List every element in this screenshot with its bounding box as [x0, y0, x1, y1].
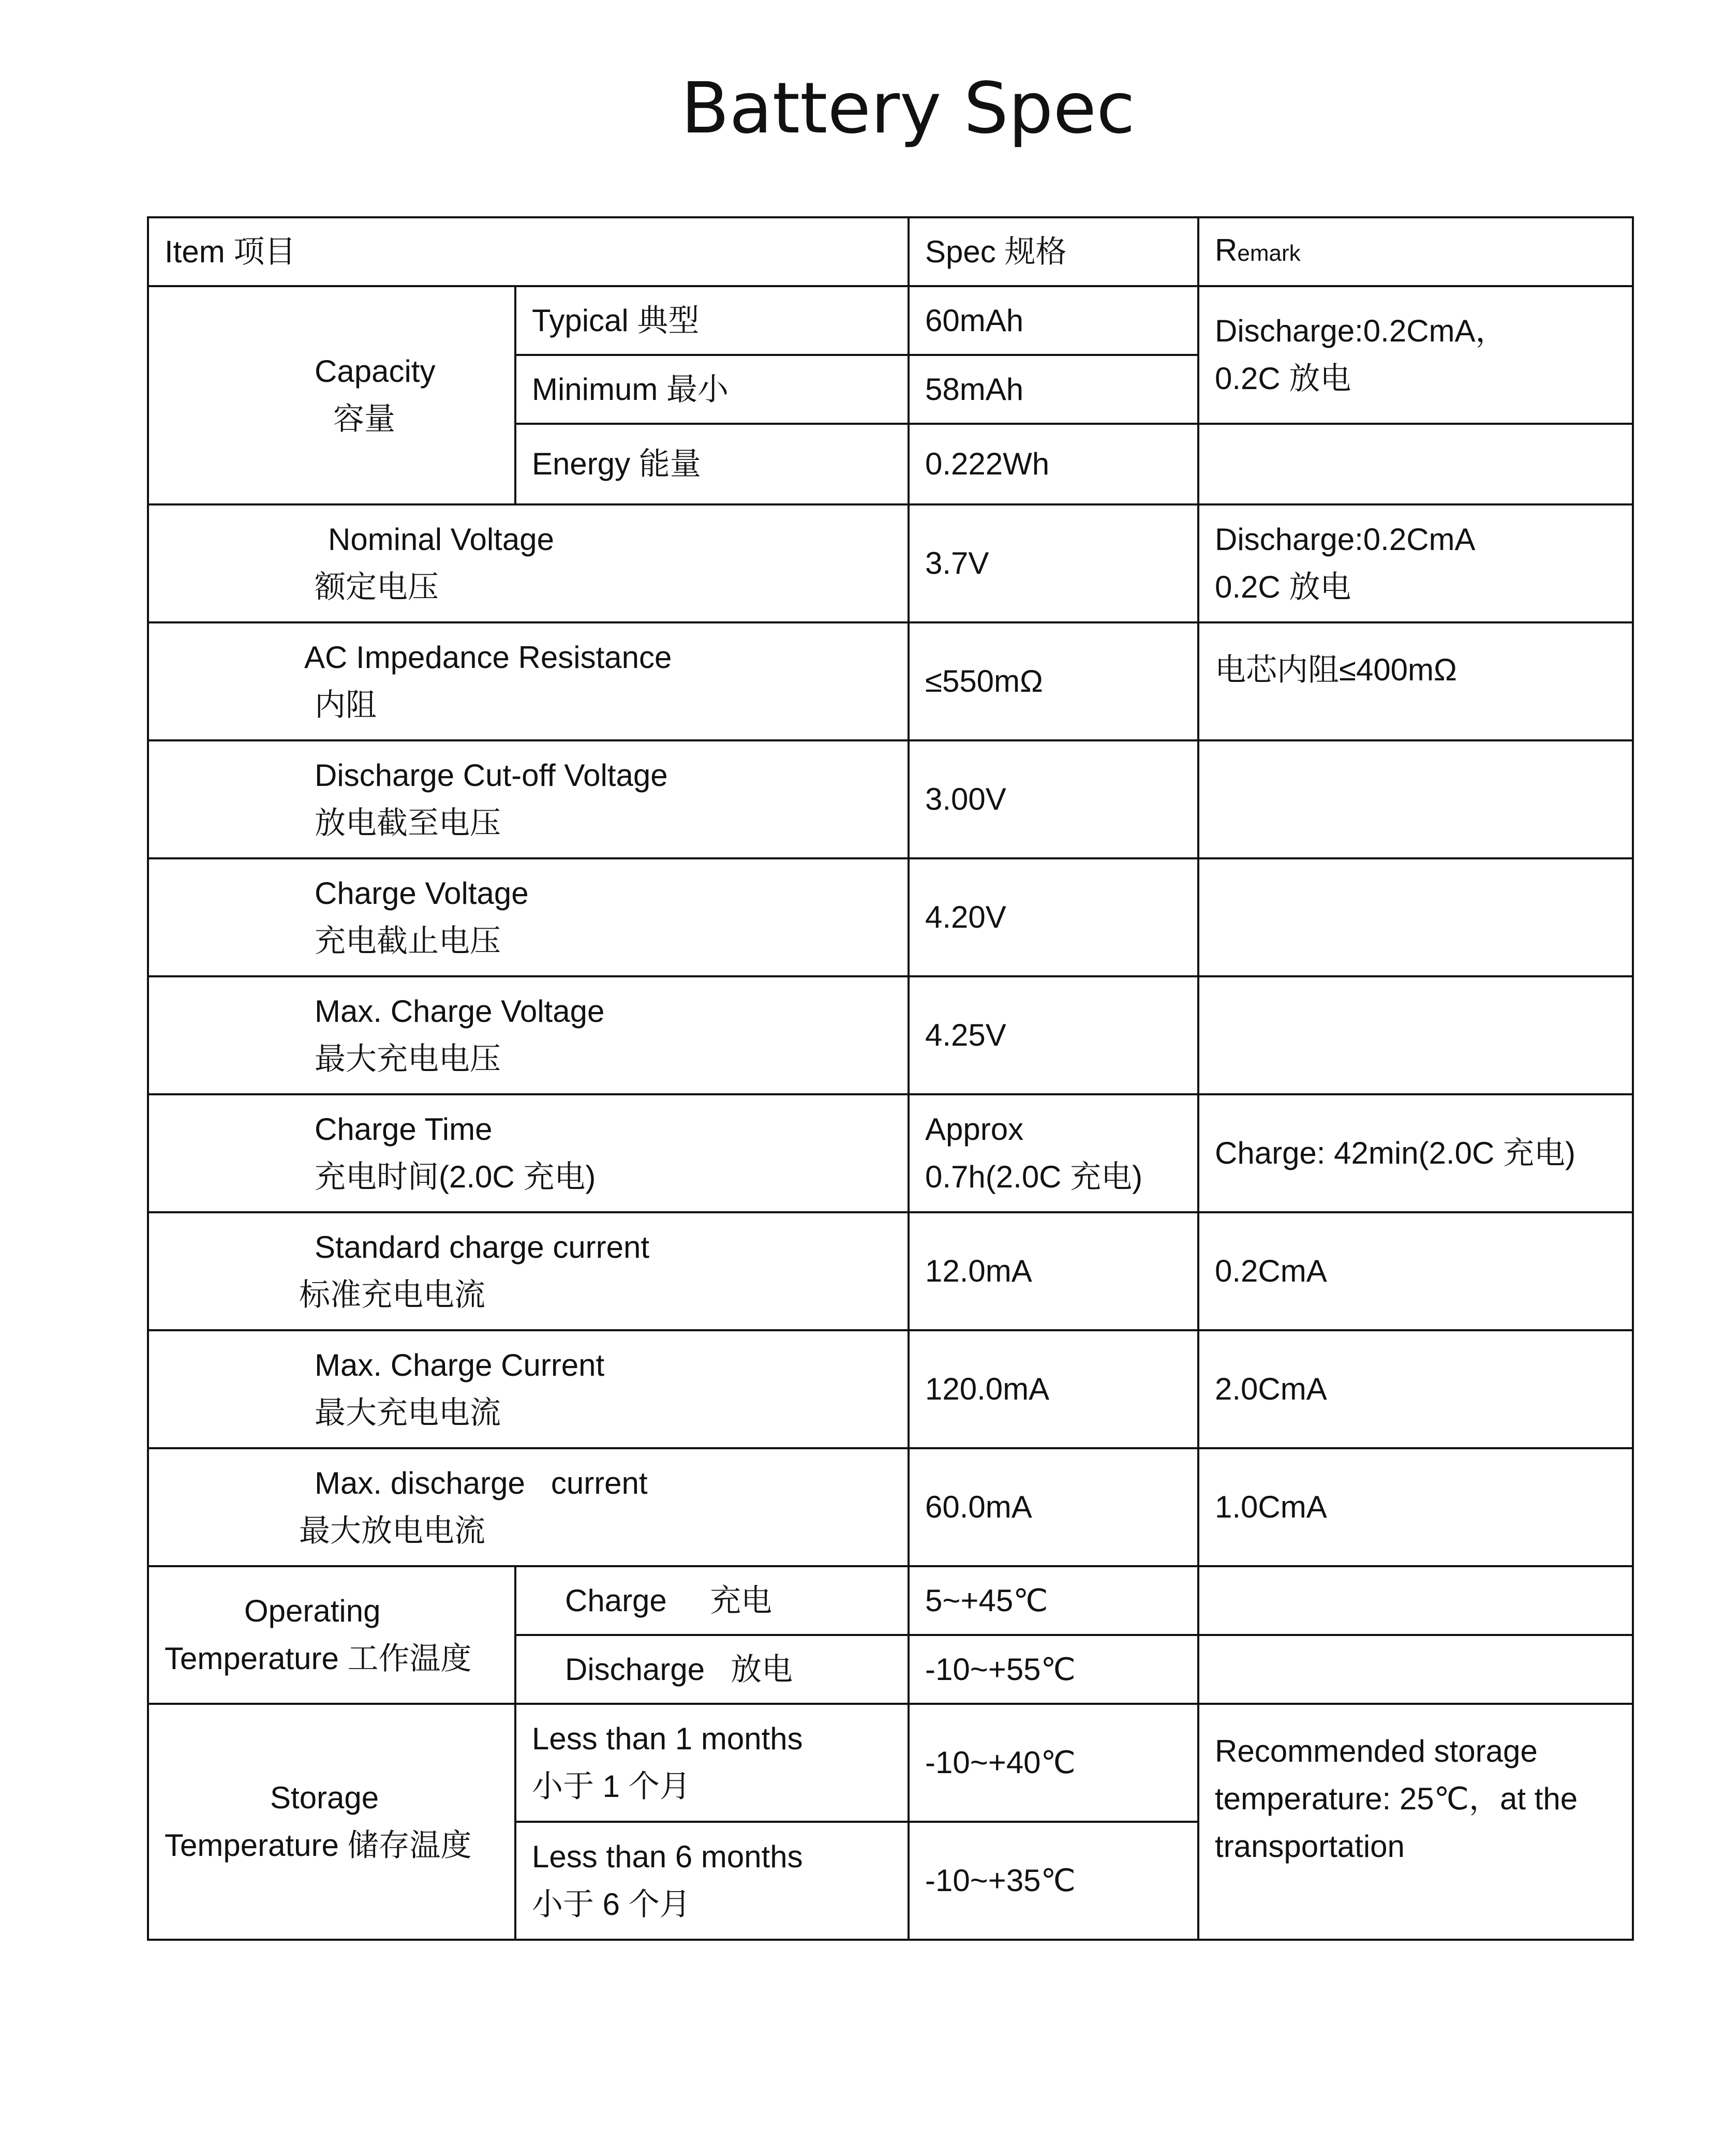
capacity-energy-remark: [1198, 424, 1633, 504]
header-remark: [1198, 217, 1633, 286]
item-label: [148, 622, 909, 740]
item-label-zh: 最大放电电流: [299, 1513, 485, 1548]
storage-remark: [1198, 1704, 1633, 1940]
spec-line-1: Approx: [925, 1112, 1024, 1147]
storage-label-2: Temperature 储存温度: [165, 1828, 472, 1863]
header-remark-rest: emark: [1237, 240, 1301, 266]
remark-value: [1198, 504, 1633, 622]
item-label: [148, 1212, 909, 1330]
table-row: [148, 622, 1633, 740]
item-label-zh: 最大充电电流: [315, 1395, 501, 1430]
table-row: [148, 1566, 1633, 1635]
item-label: [148, 740, 909, 858]
capacity-remark: [1198, 286, 1633, 424]
item-label-zh: 放电截至电压: [315, 806, 501, 840]
remark-value: [1198, 740, 1633, 858]
item-label-zh: 最大充电电压: [315, 1042, 501, 1076]
item-label-en: Nominal Voltage: [328, 522, 554, 557]
capacity-label-en: Capacity: [315, 354, 436, 389]
storage-6month-label: [515, 1822, 909, 1940]
storage-label-1: Storage: [270, 1780, 379, 1815]
spec-value: ≤550mΩ: [909, 622, 1198, 740]
page-title: Battery Spec: [681, 68, 1135, 150]
storage-6month-en: Less than 6 months: [532, 1839, 803, 1874]
storage-1month-value: -10~+40℃: [909, 1704, 1198, 1822]
spec-line-2: 0.7h(2.0C 充电): [925, 1159, 1143, 1194]
item-label: [148, 1094, 909, 1212]
item-label: [148, 504, 909, 622]
operating-label: [148, 1566, 515, 1704]
storage-remark-3: transportation: [1215, 1829, 1405, 1864]
item-label-en: Max. Charge Current: [315, 1348, 605, 1382]
table-row: [148, 740, 1633, 858]
remark-value: [1198, 858, 1633, 976]
capacity-minimum-value: 58mAh: [909, 355, 1198, 424]
spec-value: 4.20V: [909, 858, 1198, 976]
item-label: [148, 1330, 909, 1448]
spec-value: [909, 1094, 1198, 1212]
storage-label: [148, 1704, 515, 1940]
table-row: [148, 286, 1633, 355]
capacity-typical-label: Typical 典型: [515, 286, 909, 355]
capacity-remark-2: 0.2C 放电: [1215, 361, 1351, 396]
capacity-energy-label: Energy 能量: [515, 424, 909, 504]
item-label-en: Max. discharge current: [315, 1466, 648, 1500]
remark-value: 1.0CmA: [1198, 1448, 1633, 1566]
item-label: [148, 976, 909, 1094]
remark-value: [1198, 976, 1633, 1094]
remark-line-1: Discharge:0.2CmA: [1215, 522, 1476, 557]
item-label-zh: 充电截止电压: [315, 924, 501, 958]
item-label: [148, 858, 909, 976]
table-row: [148, 1212, 1633, 1330]
operating-label-2: Temperature 工作温度: [165, 1641, 472, 1676]
storage-6month-value: -10~+35℃: [909, 1822, 1198, 1940]
capacity-minimum-label: Minimum 最小: [515, 355, 909, 424]
spec-value: 120.0mA: [909, 1330, 1198, 1448]
storage-remark-2: temperature: 25℃，at the: [1215, 1781, 1578, 1816]
item-label-en: Max. Charge Voltage: [315, 994, 605, 1029]
header-remark-initial: R: [1215, 232, 1238, 267]
remark-value: 电芯内阻≤400mΩ: [1198, 622, 1633, 740]
operating-charge-label: Charge 充电: [515, 1566, 909, 1635]
item-label-en: Discharge Cut-off Voltage: [315, 758, 668, 793]
storage-remark-1: Recommended storage: [1215, 1734, 1538, 1768]
operating-charge-remark: [1198, 1566, 1633, 1635]
operating-label-1: Operating: [244, 1594, 381, 1628]
spec-value: 12.0mA: [909, 1212, 1198, 1330]
item-label-zh: 标准充电电流: [299, 1277, 485, 1312]
spec-value: 3.7V: [909, 504, 1198, 622]
item-label: [148, 1448, 909, 1566]
item-label-en: AC Impedance Resistance: [304, 640, 672, 675]
item-label-zh: 内阻: [315, 688, 377, 722]
remark-line-2: 0.2C 放电: [1215, 570, 1351, 604]
item-label-en: Charge Time: [315, 1112, 493, 1147]
storage-1month-en: Less than 1 months: [532, 1721, 803, 1756]
operating-charge-value: 5~+45℃: [909, 1566, 1198, 1635]
table-row: [148, 504, 1633, 622]
header-item: Item 项目: [148, 217, 909, 286]
spec-value: 3.00V: [909, 740, 1198, 858]
item-label-zh: 充电时间(2.0C 充电): [315, 1159, 596, 1194]
header-spec: Spec 规格: [909, 217, 1198, 286]
spec-value: 60.0mA: [909, 1448, 1198, 1566]
table-row: [148, 1330, 1633, 1448]
remark-value: 0.2CmA: [1198, 1212, 1633, 1330]
capacity-energy-value: 0.222Wh: [909, 424, 1198, 504]
storage-1month-label: [515, 1704, 909, 1822]
operating-discharge-label: Discharge 放电: [515, 1635, 909, 1704]
spec-value: 4.25V: [909, 976, 1198, 1094]
storage-6month-zh: 小于 6 个月: [532, 1887, 691, 1922]
item-label-zh: 额定电压: [315, 570, 439, 604]
table-row: [148, 1704, 1633, 1822]
table-row: [148, 1094, 1633, 1212]
operating-discharge-remark: [1198, 1635, 1633, 1704]
table-row: [148, 858, 1633, 976]
item-label-en: Charge Voltage: [315, 876, 529, 911]
item-label-en: Standard charge current: [315, 1230, 650, 1265]
capacity-label: [148, 286, 515, 504]
storage-1month-zh: 小于 1 个月: [532, 1769, 691, 1804]
capacity-remark-1: Discharge:0.2CmA，: [1215, 314, 1507, 348]
operating-discharge-value: -10~+55℃: [909, 1635, 1198, 1704]
table-header-row: [148, 217, 1633, 286]
table-row: [148, 976, 1633, 1094]
capacity-typical-value: 60mAh: [909, 286, 1198, 355]
remark-value: 2.0CmA: [1198, 1330, 1633, 1448]
remark-value: Charge: 42min(2.0C 充电): [1198, 1094, 1633, 1212]
table-row: [148, 1448, 1633, 1566]
battery-spec-table: [147, 216, 1634, 1941]
capacity-label-zh: 容量: [333, 402, 395, 436]
